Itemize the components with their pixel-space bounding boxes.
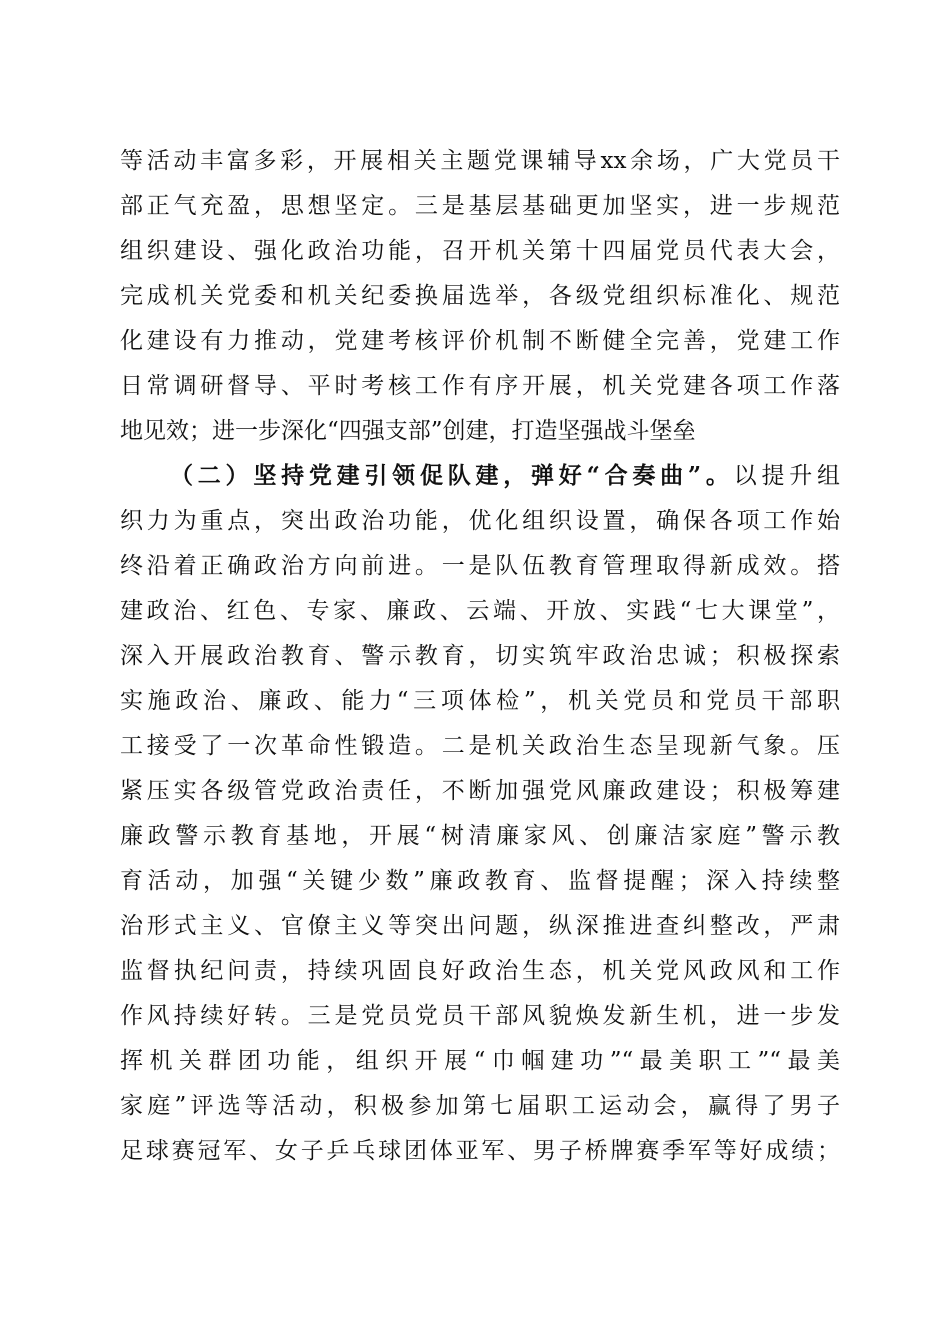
paragraph2-line-5: 深入开展政治教育、警示教育，切实筑牢政治忠诚；积极探索 <box>120 643 840 669</box>
paragraph2-line-14: 挥机关群团功能，组织开展“巾帼建功”“最美职工”“最美 <box>120 1048 840 1074</box>
paragraph1-line-2: 部正气充盈，思想坚定。三是基层基础更加坚实，进一步规范 <box>120 193 840 219</box>
section-heading: （二）坚持党建引领促队建，弹好“合奏曲”。 <box>170 462 734 489</box>
paragraph2-line-16: 足球赛冠军、女子乒乓球团体亚军、男子桥牌赛季军等好成绩； <box>120 1138 840 1164</box>
paragraph1-line-5: 化建设有力推动，党建考核评价机制不断健全完善，党建工作 <box>120 328 840 354</box>
paragraph2-line-6: 实施政治、廉政、能力“三项体检”，机关党员和党员干部职 <box>120 688 840 714</box>
paragraph2-first-line <box>170 461 840 491</box>
paragraph2-line-10: 育活动，加强“关键少数”廉政教育、监督提醒；深入持续整 <box>120 868 840 894</box>
paragraph1-line-1: 等活动丰富多彩，开展相关主题党课辅导xx余场，广大党员干 <box>120 148 840 174</box>
paragraph2-line-15: 家庭”评选等活动，积极参加第七届职工运动会，赢得了男子 <box>120 1093 840 1119</box>
paragraph2-line-7: 工接受了一次革命性锻造。二是机关政治生态呈现新气象。压 <box>120 733 840 759</box>
paragraph2-line-9: 廉政警示教育基地，开展“树清廉家风、创廉洁家庭”警示教 <box>120 823 840 849</box>
paragraph1-line-6: 日常调研督导、平时考核工作有序开展，机关党建各项工作落 <box>120 373 840 399</box>
paragraph2-line-4: 建政治、红色、专家、廉政、云端、开放、实践“七大课堂”， <box>120 598 840 624</box>
paragraph1-line-4: 完成机关党委和机关纪委换届选举，各级党组织标准化、规范 <box>120 283 840 309</box>
paragraph2-line-2: 织力为重点，突出政治功能，优化组织设置，确保各项工作始 <box>120 508 840 534</box>
paragraph2-line-8: 紧压实各级管党政治责任，不断加强党风廉政建设；积极筹建 <box>120 778 840 804</box>
paragraph2-line-11: 治形式主义、官僚主义等突出问题，纵深推进查纠整改，严肃 <box>120 913 840 939</box>
paragraph2-line-12: 监督执纪问责，持续巩固良好政治生态，机关党风政风和工作 <box>120 958 840 984</box>
paragraph2-first-line-rest: 以提升组 <box>733 463 841 489</box>
paragraph2-line-13: 作风持续好转。三是党员党员干部风貌焕发新生机，进一步发 <box>120 1003 840 1029</box>
paragraph1-line-3: 组织建设、强化政治功能，召开机关第十四届党员代表大会， <box>120 238 840 264</box>
paragraph2-line-3: 终沿着正确政治方向前进。一是队伍教育管理取得新成效。搭 <box>120 553 840 579</box>
paragraph1-line-7: 地见效；进一步深化“四强支部”创建，打造坚强战斗堡垒 <box>120 418 696 444</box>
